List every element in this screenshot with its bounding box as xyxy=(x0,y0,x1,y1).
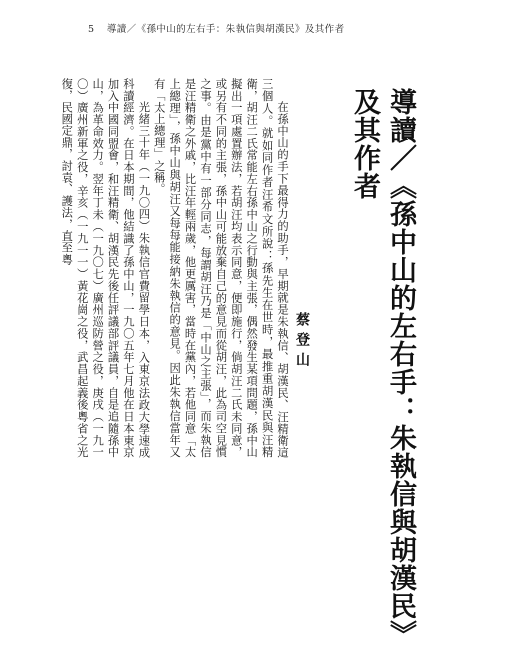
running-header xyxy=(88,21,344,35)
page-number: 5 xyxy=(88,24,95,35)
running-title: 導讀／《孫中山的左右手：朱執信與胡漢民》及其作者 xyxy=(106,24,345,35)
author-name: 蔡登山 xyxy=(294,312,310,372)
body-paragraph-1: 在孫中山的手下最得力的助手，早期就是朱執信、胡漢民、汪精衛這三個人。就如同作者汪希文所說：孫先生在世時，最推重胡漢民與汪精衛，胡汪二氏常能左右孫中山之行動與主張，偶然發生某項問題，孫中山擬出一項處置辦法，若胡汪均表示同意，便即施行，倘胡汪二氏未同意，或另有不同的主張，孫中山可能放棄自己的意見而從胡汪，此為司空見慣之事。由是黨中有一部分同志，每謂胡汪乃是「中山之主張」，而朱執信是汪精衛之外戚，比汪年輕兩歲，他更厲害，當時在黨內，若他同意「太上總理」，孫中山與胡汪又每每能接納朱執信的意見。因此朱執信當年又有「太上總理」之稱。 xyxy=(152,78,289,458)
chapter-title-line-1: 導讀／《孫中山的左右手：朱執信與胡漢民》 xyxy=(385,88,416,648)
body-text xyxy=(60,78,290,458)
chapter-title-line-2: 及其作者 xyxy=(349,88,380,200)
body-paragraph-2: 光緒三十年（一九〇四）朱執信官費留學日本，入東京法政大學速成科讀經濟。在日本期間，他結識了孫中山，一九〇五年七月他在日本東京加入中國同盟會，和汪精衛、胡漢民先後任評議部評議員，自是追隨孫中山，為革命效力。翌年丁未（一九〇七）廣州巡防營之役，庚戌（一九一〇）廣州新軍之役，辛亥（一九一一）黃花崗之役，武昌起義後粵省之光復，民國定鼎，討袁、護法，直至粵 xyxy=(60,78,151,458)
chapter-title xyxy=(340,88,418,648)
